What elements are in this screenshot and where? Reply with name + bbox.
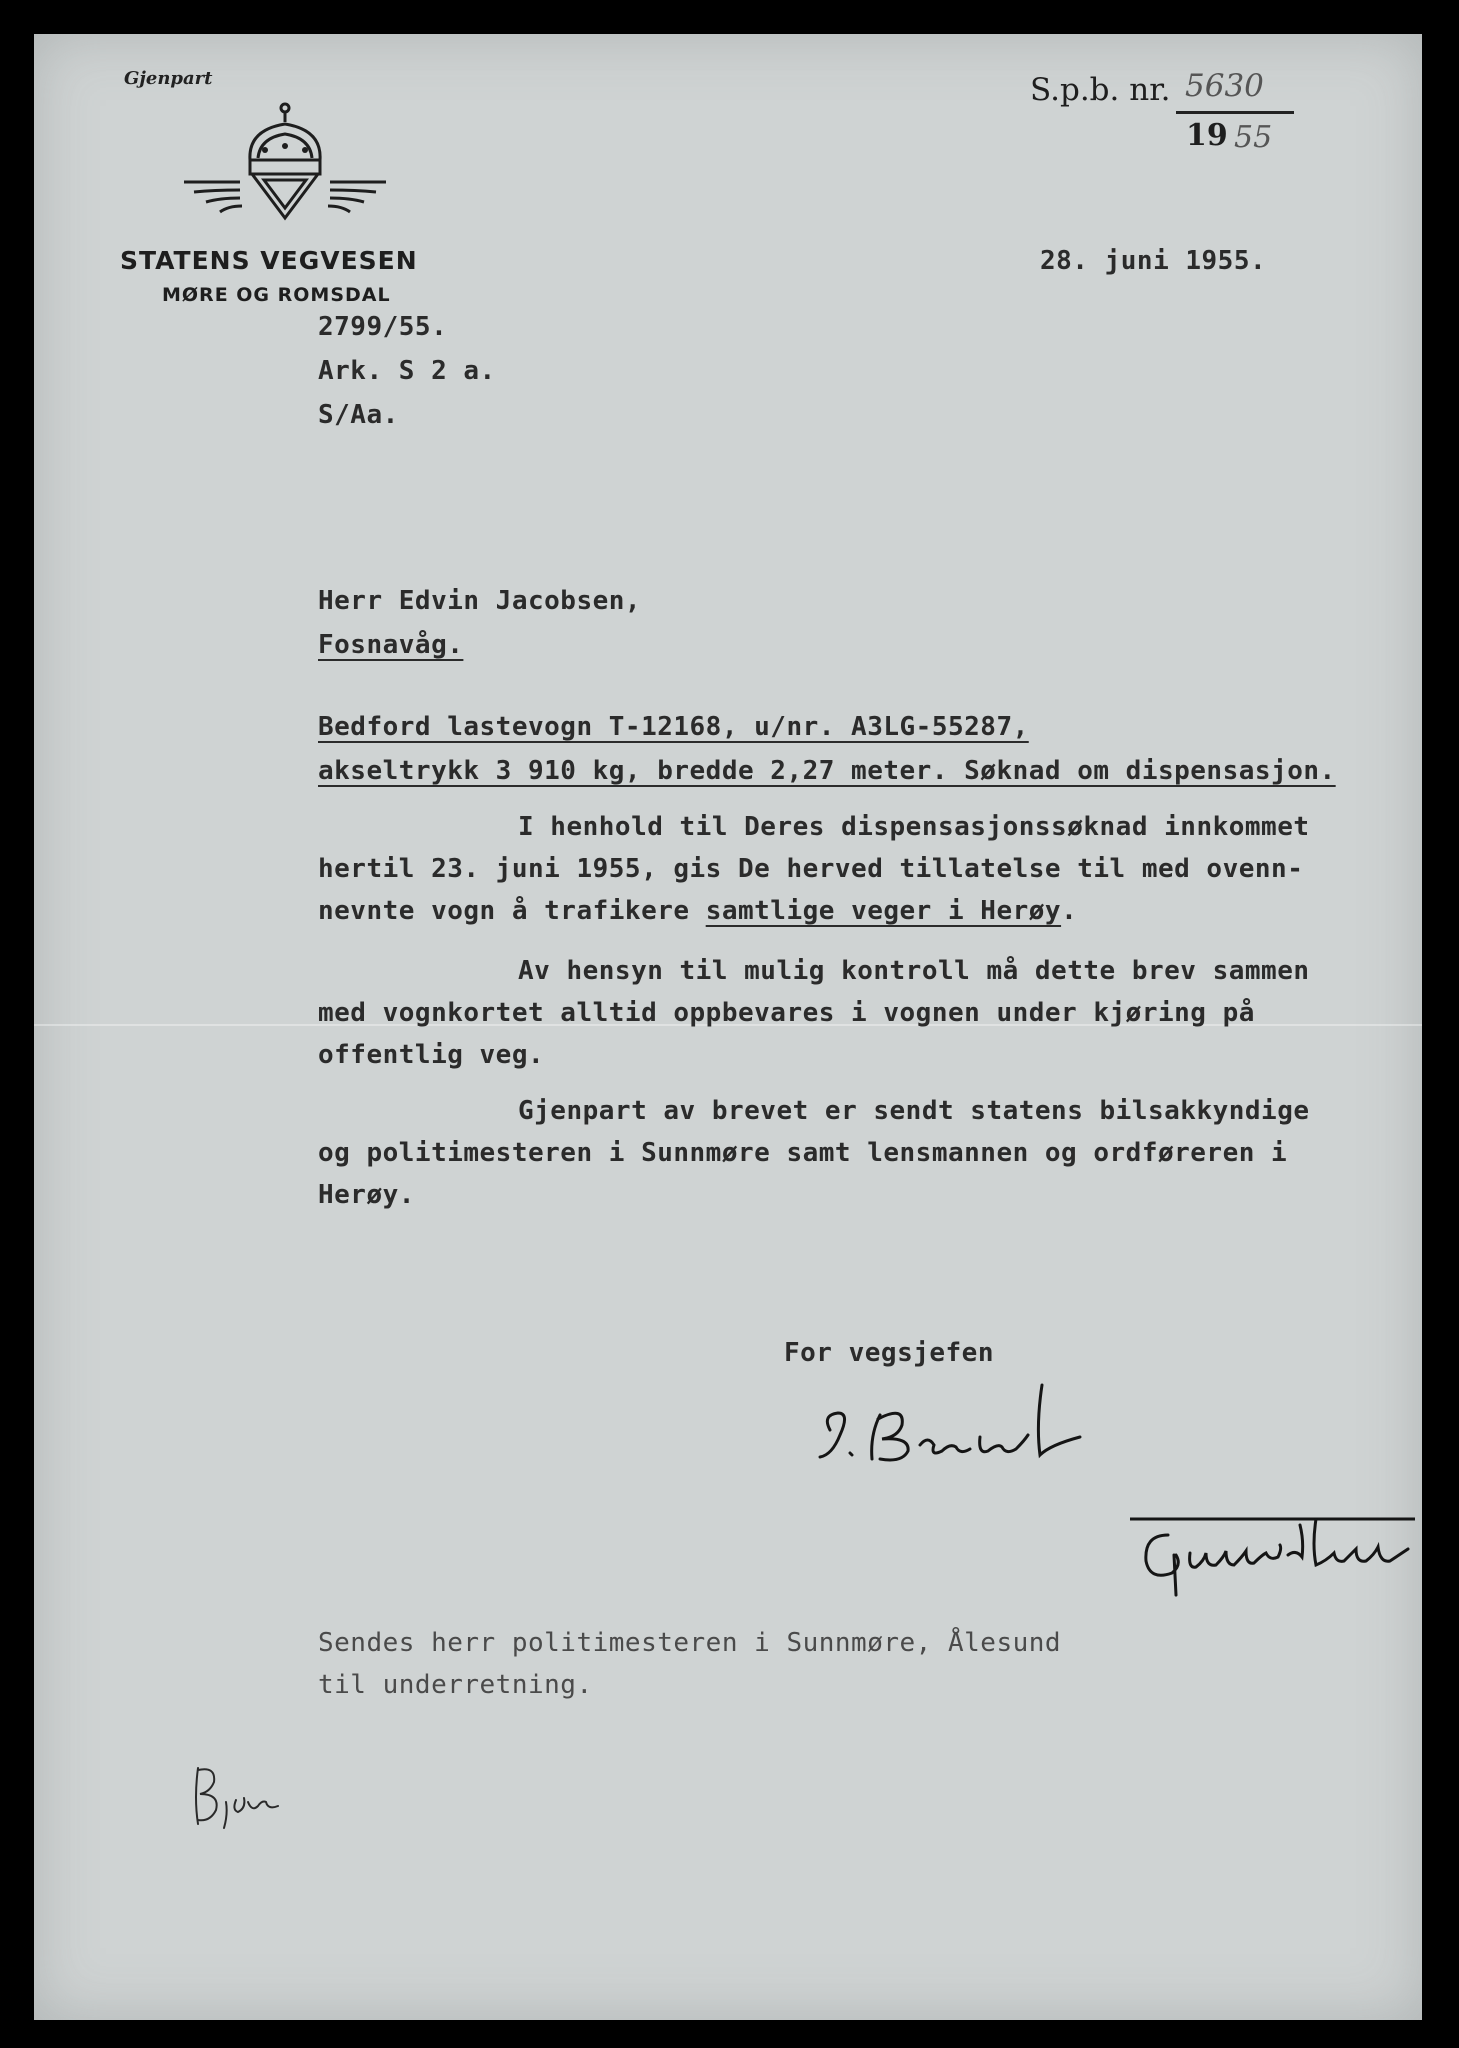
subject-line-2: akseltrykk 3 910 kg, bredde 2,27 meter. Søknad om dispensasjon. (318, 756, 1336, 786)
spb-number: 5630 (1185, 68, 1264, 104)
body-p1-line3-start: nevnte vogn å trafikere (318, 896, 706, 926)
closing-line: For vegsjefen (784, 1338, 994, 1368)
body-p2-line1: Av hensyn til mulig kontroll må dette brev sammen (518, 956, 1310, 986)
initials: S/Aa. (318, 400, 399, 430)
copy-label: Gjenpart (124, 68, 213, 89)
spb-label: S.p.b. nr. (1030, 72, 1171, 108)
reference-number: 2799/55. (318, 312, 448, 342)
signature-bjorn (188, 1758, 288, 1833)
crown-wings-logo-icon (180, 100, 390, 235)
body-p2-line3: offentlig veg. (318, 1040, 545, 1070)
recipient-name: Herr Edvin Jacobsen, (318, 586, 642, 616)
body-p1-line3 (318, 896, 1077, 926)
footer-line-1: Sendes herr politimesteren i Sunnmøre, Ålesund (318, 1628, 1062, 1658)
signature-gunnar-lund (1130, 1505, 1420, 1600)
body-p1-line1: I henhold til Deres dispensasjonssøknad innkommet (518, 812, 1310, 842)
organization-name: STATENS VEGVESEN (120, 246, 418, 275)
spb-year-prefix: 19 (1186, 118, 1228, 153)
organization-region: MØRE OG ROMSDAL (162, 284, 391, 306)
body-p2-line2: med vognkortet alltid oppbevares i vognen under kjøring på (318, 998, 1255, 1028)
spb-underline (1176, 111, 1294, 114)
body-p3-line1: Gjenpart av brevet er sendt statens bilsakkyndige (518, 1096, 1310, 1126)
subject-line-1: Bedford lastevogn T-12168, u/nr. A3LG-55287, (318, 712, 1029, 742)
body-p3-line3: Herøy. (318, 1180, 415, 1210)
archive-code: Ark. S 2 a. (318, 356, 496, 386)
signature-s-brend (810, 1375, 1110, 1475)
body-p1-line3-end: . (1061, 896, 1078, 926)
body-p1-emphasis: samtlige veger i Herøy (705, 896, 1062, 926)
body-p3-line2: og politimesteren i Sunnmøre samt lensmannen og ordføreren i (318, 1138, 1288, 1168)
letter-date: 28. juni 1955. (1040, 246, 1267, 276)
footer-line-2: til underretning. (318, 1670, 593, 1700)
spb-year-suffix: 55 (1234, 120, 1273, 155)
body-p1-line2: hertil 23. juni 1955, gis De herved tillatelse til med ovenn- (318, 854, 1304, 884)
recipient-place: Fosnavåg. (318, 630, 464, 660)
